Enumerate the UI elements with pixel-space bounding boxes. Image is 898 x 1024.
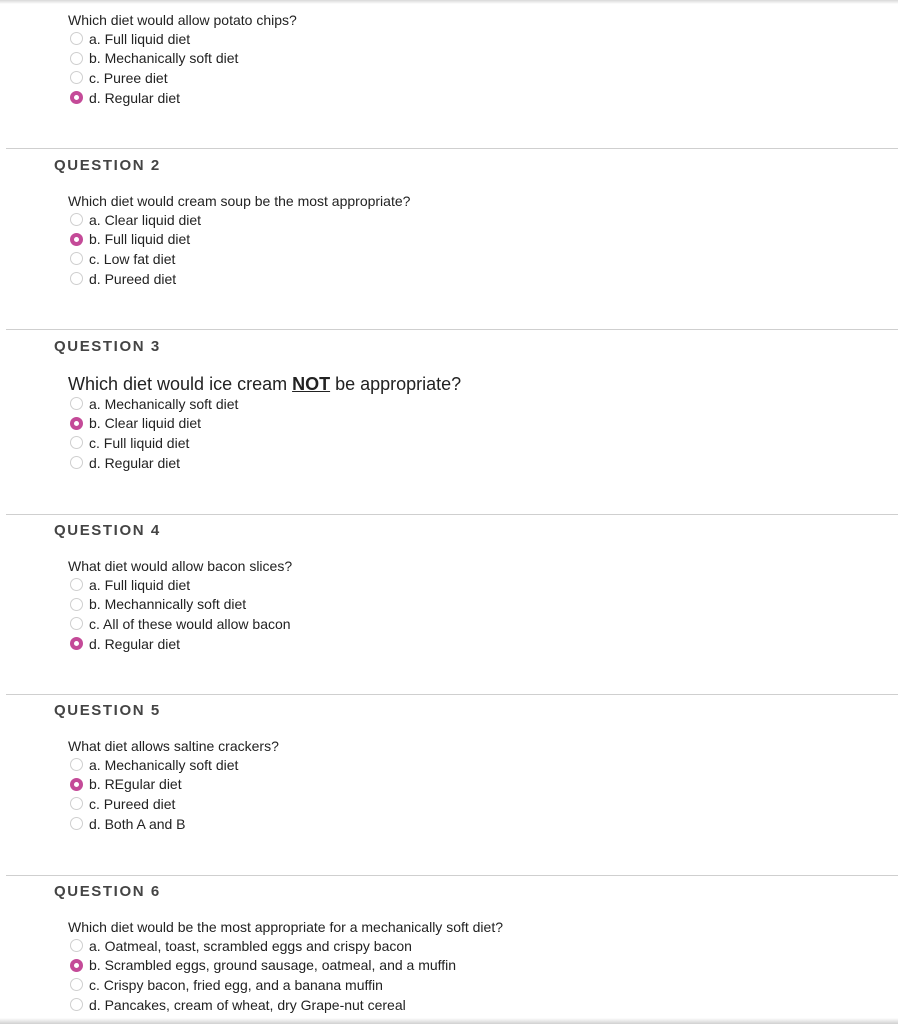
question-divider	[6, 329, 898, 330]
question-2-option-a[interactable]	[70, 210, 201, 230]
option-label: b. Full liquid diet	[89, 231, 191, 248]
question-1-text: Which diet would allow potato chips?	[68, 12, 297, 28]
question-5-text: What diet allows saltine crackers?	[68, 738, 279, 754]
question-3-option-a[interactable]	[70, 394, 238, 414]
option-label: a. Clear liquid diet	[89, 211, 202, 228]
question-4-option-b[interactable]	[70, 595, 291, 615]
radio-button[interactable]	[70, 71, 83, 84]
option-label: d. Regular diet	[89, 89, 181, 106]
radio-button[interactable]	[70, 436, 83, 449]
radio-button[interactable]	[70, 939, 83, 952]
question-2-option-c[interactable]	[70, 249, 201, 269]
radio-button[interactable]	[70, 817, 83, 830]
radio-button[interactable]	[70, 397, 83, 410]
question-6-option-c[interactable]	[70, 975, 456, 995]
option-label: a. Full liquid diet	[89, 30, 191, 47]
option-label: b. REgular diet	[89, 776, 182, 793]
question-2-header: QUESTION 2	[54, 157, 161, 174]
question-4-header: QUESTION 4	[54, 522, 161, 539]
question-5-option-b[interactable]	[70, 775, 238, 795]
question-divider	[6, 514, 898, 515]
question-6-options	[70, 936, 456, 1014]
question-3-text: Which diet would ice cream NOT be appropriate?	[68, 374, 462, 394]
bottom-scroll-shadow	[0, 1018, 898, 1024]
question-4-option-a[interactable]	[70, 575, 291, 595]
radio-button[interactable]	[70, 213, 83, 226]
question-divider	[6, 148, 898, 149]
option-label: d. Pancakes, cream of wheat, dry Grape-nut cereal	[89, 996, 406, 1013]
question-divider	[6, 875, 898, 876]
emphasis-not: NOT	[292, 374, 331, 394]
question-4-option-c[interactable]	[70, 614, 291, 634]
radio-button[interactable]	[70, 797, 83, 810]
question-5-option-a[interactable]	[70, 755, 238, 775]
radio-button[interactable]	[70, 578, 83, 591]
question-1-option-d[interactable]	[70, 88, 238, 108]
question-3-options	[70, 394, 238, 472]
radio-button[interactable]	[70, 978, 83, 991]
radio-button-selected[interactable]	[70, 778, 83, 791]
question-5-header: QUESTION 5	[54, 702, 161, 719]
option-label: a. Full liquid diet	[89, 576, 191, 593]
option-label: c. Low fat diet	[89, 250, 176, 267]
option-label: b. Clear liquid diet	[89, 415, 202, 432]
option-label: a. Mechanically soft diet	[89, 395, 239, 412]
question-5-option-c[interactable]	[70, 794, 238, 814]
question-3-option-d[interactable]	[70, 453, 238, 473]
question-6-option-d[interactable]	[70, 995, 456, 1015]
question-3-option-b[interactable]	[70, 414, 238, 434]
question-4-option-d[interactable]	[70, 634, 291, 654]
option-label: d. Regular diet	[89, 635, 181, 652]
radio-button-selected[interactable]	[70, 233, 83, 246]
question-5-options	[70, 755, 238, 833]
question-3-option-c[interactable]	[70, 433, 238, 453]
radio-button[interactable]	[70, 598, 83, 611]
question-1-options	[70, 29, 238, 107]
question-2-options	[70, 210, 201, 288]
question-1-option-a[interactable]	[70, 29, 238, 49]
option-label: c. All of these would allow bacon	[89, 615, 291, 632]
option-label: c. Pureed diet	[89, 795, 176, 812]
option-label: c. Puree diet	[89, 69, 168, 86]
radio-button[interactable]	[70, 998, 83, 1011]
question-4-text: What diet would allow bacon slices?	[68, 558, 293, 574]
option-label: c. Full liquid diet	[89, 434, 190, 451]
question-2-option-b[interactable]	[70, 230, 201, 250]
option-label: b. Scrambled eggs, ground sausage, oatmeal, and a muffin	[89, 957, 457, 974]
radio-button[interactable]	[70, 758, 83, 771]
question-5-option-d[interactable]	[70, 814, 238, 834]
question-2-text: Which diet would cream soup be the most appropriate?	[68, 193, 411, 209]
option-label: d. Both A and B	[89, 815, 186, 832]
radio-button-selected[interactable]	[70, 417, 83, 430]
radio-button[interactable]	[70, 617, 83, 630]
top-scroll-shadow	[0, 0, 898, 4]
question-1-option-b[interactable]	[70, 49, 238, 69]
radio-button-selected[interactable]	[70, 637, 83, 650]
question-2-option-d[interactable]	[70, 269, 201, 289]
radio-button[interactable]	[70, 272, 83, 285]
radio-button[interactable]	[70, 252, 83, 265]
question-divider	[6, 694, 898, 695]
question-6-option-b[interactable]	[70, 956, 456, 976]
radio-button-selected[interactable]	[70, 91, 83, 104]
question-1-option-c[interactable]	[70, 68, 238, 88]
option-label: a. Mechanically soft diet	[89, 756, 239, 773]
radio-button-selected[interactable]	[70, 959, 83, 972]
radio-button[interactable]	[70, 32, 83, 45]
question-6-header: QUESTION 6	[54, 883, 161, 900]
question-6-option-a[interactable]	[70, 936, 456, 956]
option-label: d. Pureed diet	[89, 270, 177, 287]
question-4-options	[70, 575, 291, 653]
option-label: b. Mechanically soft diet	[89, 50, 239, 67]
question-6-text: Which diet would be the most appropriate for a mechanically soft diet?	[68, 919, 504, 935]
radio-button[interactable]	[70, 52, 83, 65]
option-label: b. Mechannically soft diet	[89, 596, 247, 613]
option-label: a. Oatmeal, toast, scrambled eggs and crispy bacon	[89, 937, 412, 954]
option-label: d. Regular diet	[89, 454, 181, 471]
option-label: c. Crispy bacon, fried egg, and a banana muffin	[89, 976, 383, 993]
question-3-header: QUESTION 3	[54, 338, 161, 355]
radio-button[interactable]	[70, 456, 83, 469]
